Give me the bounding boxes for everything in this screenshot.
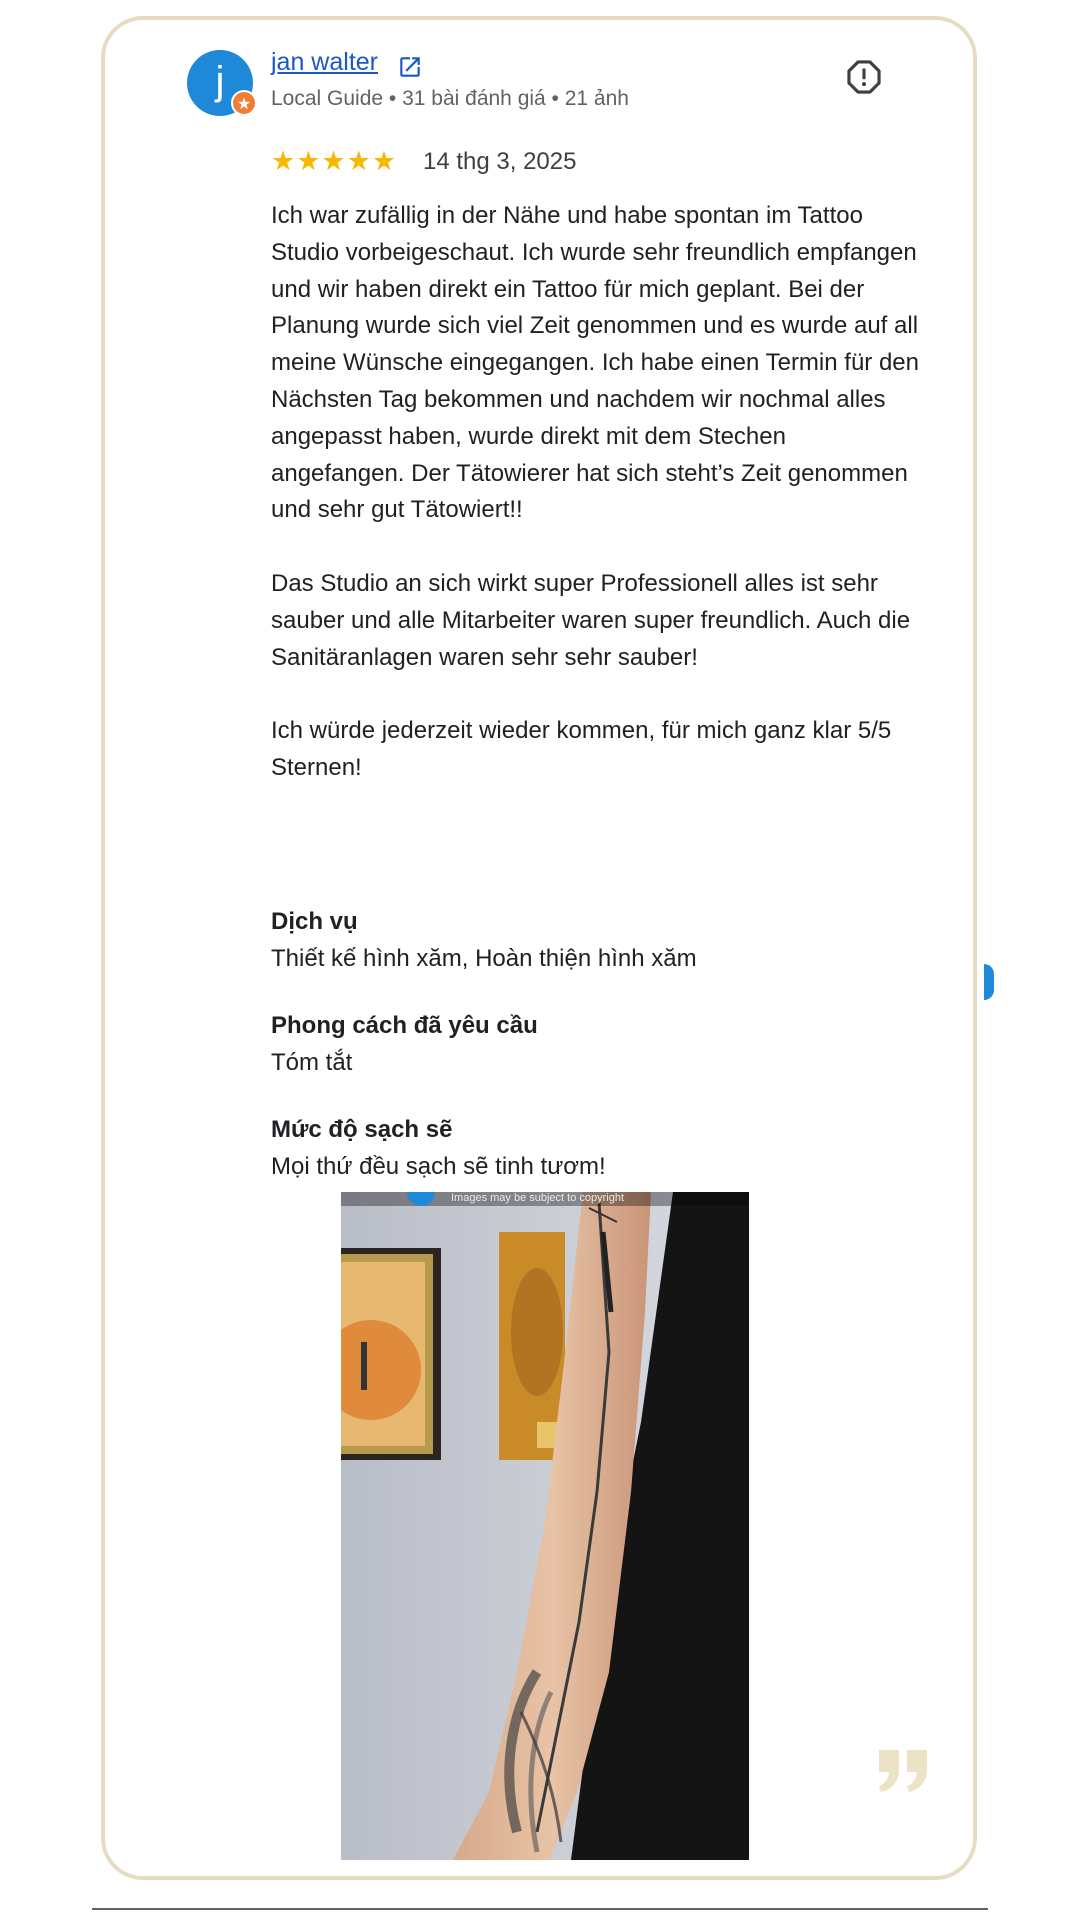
tattoo-arm-photo	[341, 1192, 749, 1860]
author-name-link[interactable]: jan walter	[271, 48, 378, 76]
quote-icon	[875, 1746, 931, 1794]
review-card	[101, 16, 977, 1880]
external-link-icon[interactable]	[397, 54, 423, 80]
section-heading: Dịch vụ	[271, 908, 358, 935]
review-paragraph: Ich war zufällig in der Nähe und habe spontan im Tattoo Studio vorbeigeschaut. Ich wurde sehr freundlich empfangen und wir haben direkt ein Tattoo für mich geplant. Bei der Planung wurde sich viel Zeit genommen und es wurde auf all meine Wünsche eingegangen. Ich habe einen Termin für den Nächsten Tag bekommen und nachdem wir nochmal alles angepasst haben, wurde direkt mit dem Stechen angefangen. Der Tätowierer hat sich steht’s Zeit genommen und sehr gut Tätowiert!!	[271, 202, 919, 524]
review-text	[271, 198, 921, 824]
local-guide-star-icon: ★	[231, 90, 257, 116]
scroll-indicator	[984, 964, 994, 1000]
review-date: 14 thg 3, 2025	[423, 148, 577, 175]
star-rating: ★★★★★	[271, 146, 398, 176]
avatar-letter: j	[215, 59, 225, 103]
review-paragraph: Das Studio an sich wirkt super Professionell alles ist sehr sauber und alle Mitarbeiter waren super freundlich. Auch die Sanitäranlagen waren sehr sehr sauber!	[271, 569, 911, 671]
cleanliness-section	[271, 1112, 921, 1186]
review-photo[interactable]	[341, 1192, 749, 1860]
section-value: Thiết kế hình xăm, Hoàn thiện hình xăm	[271, 944, 697, 972]
service-section	[271, 904, 921, 978]
review-paragraph: Ich würde jederzeit wieder kommen, für mich ganz klar 5/5 Sternen!	[271, 717, 892, 781]
report-icon[interactable]	[845, 58, 883, 96]
section-value: Tóm tắt	[271, 1048, 353, 1076]
copyright-notice: Images may be subject to copyright	[451, 1192, 625, 1204]
section-value: Mọi thứ đều sạch sẽ tinh tươm!	[271, 1152, 606, 1180]
divider	[92, 1908, 988, 1910]
author-meta: Local Guide • 31 bài đánh giá • 21 ảnh	[271, 87, 629, 110]
section-heading: Phong cách đã yêu cầu	[271, 1012, 538, 1039]
section-heading: Mức độ sạch sẽ	[271, 1116, 453, 1143]
style-section	[271, 1008, 921, 1082]
